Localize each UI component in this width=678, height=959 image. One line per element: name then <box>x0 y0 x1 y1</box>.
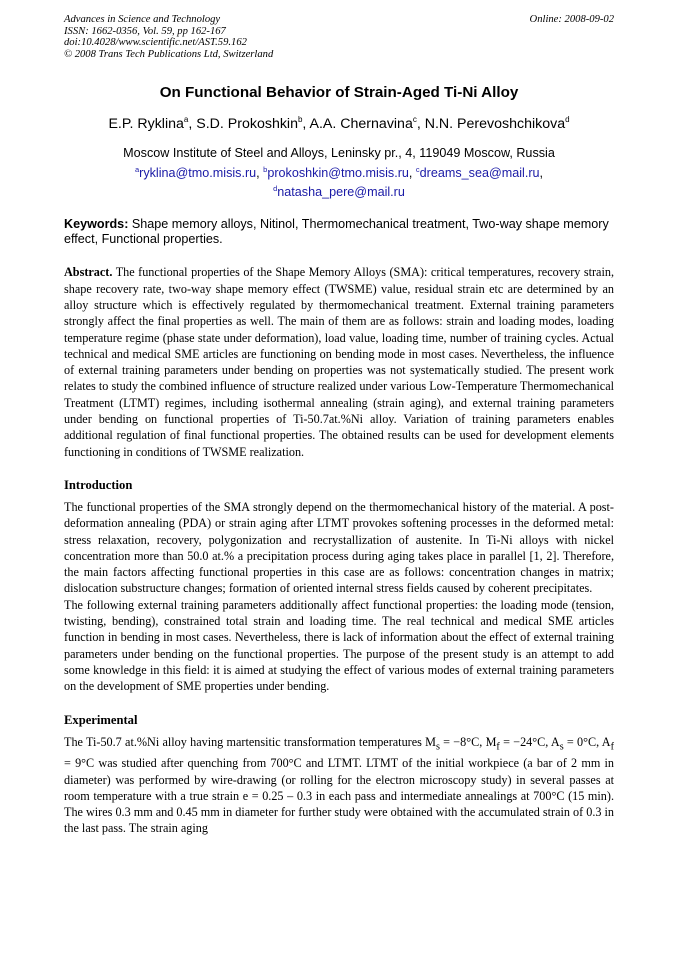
email-mark: b <box>263 164 268 174</box>
subscript: s <box>435 740 440 752</box>
abstract <box>64 264 614 460</box>
text-span: = −8°C, M <box>439 734 497 749</box>
email-mark: c <box>415 164 420 174</box>
paper-title: On Functional Behavior of Strain-Aged Ti-Ni Alloy <box>159 84 519 102</box>
paragraph: The following external training parameters additionally affect functional properties: the loading mode (tension, twisting, bending), constrained total strain and loading time. The real technical and medical SME articles function in bending in most cases. Nevertheless, there is lack of information about the effect of external training parameters under bending on the functional properties. The purpose of the present study is an attempt to add some knowledge in this field: it is aimed at studying the effect of various modes of external training parameters on the development of SME properties under bending. <box>64 597 614 694</box>
text-span: The Ti-50.7 at.%Ni alloy having martensitic transformation temperatures M <box>64 734 436 749</box>
author-name: N.N. Perevoshchikova <box>424 116 566 133</box>
keywords-text: Shape memory alloys, Nitinol, Thermomechanical treatment, Two-way shape memory effect, Functional properties. <box>64 216 609 247</box>
affiliation: Moscow Institute of Steel and Alloys, Leninsky pr., 4, 119049 Moscow, Russia <box>123 146 555 161</box>
author-name: S.D. Prokoshkin <box>196 116 298 133</box>
email-link[interactable]: prokoshkin@tmo.misis.ru <box>267 165 409 180</box>
text-span: = 0°C, A <box>563 734 611 749</box>
author-mark: c <box>412 115 417 125</box>
author-name: E.P. Ryklina <box>108 116 184 133</box>
online-date: Online: 2008-09-02 <box>529 14 614 25</box>
journal-info <box>64 14 324 60</box>
email-link[interactable]: dreams_sea@mail.ru <box>419 165 540 180</box>
journal-issn: ISSN: 1662-0356, Vol. 59, pp 162-167 <box>64 25 226 37</box>
author-name: A.A. Chernavina <box>309 116 413 133</box>
keywords-label: Keywords: <box>64 216 129 231</box>
journal-doi: doi:10.4028/www.scientific.net/AST.59.162 <box>64 37 247 49</box>
subscript: f <box>610 740 614 752</box>
experimental-heading: Experimental <box>64 712 138 727</box>
email-link[interactable]: ryklina@tmo.misis.ru <box>139 165 257 180</box>
journal-header <box>64 14 614 60</box>
author-mark: d <box>565 115 570 125</box>
email-list: $^a$ryklina@tmo.misis.ru, $^b$prokoshkin@tmo.misis.ru, $^c$dreams_sea@mail.ru, $^d$natasha_pere@mail.ru <box>134 164 544 199</box>
subscript: f <box>496 740 500 752</box>
author-list: E.P. Ryklina$^a$, S.D. Prokoshkin$^b$, A.A. Chernavina$^c$, N.N. Perevoshchikova$^d$ <box>108 115 570 133</box>
keywords <box>64 217 614 247</box>
email-link[interactable]: natasha_pere@mail.ru <box>277 184 405 199</box>
email-mark: a <box>134 164 140 174</box>
author-mark: b <box>297 115 303 125</box>
paragraph <box>64 734 614 837</box>
paragraph: The functional properties of the SMA strongly depend on the thermomechanical history of the material. A post-deformation annealing (PDA) or strain aging after LTMT provokes softening processes in the deformed metal: stress relaxation, recovery, polygonization and recrystallization of austenite. In Ti-Ni alloys with nickel concentration more than 50.0 at.% a precipitation process during aging takes place in parallel [1, 2]. Therefore, the main factors affecting functional properties in this case are as follows: concentration changes in matrix; dislocation substructure changes; formation of oriented internal stress fields caused by coherent precipitates. <box>64 499 614 596</box>
text-span: = −24°C, A <box>499 734 560 749</box>
author-mark: a <box>183 115 189 125</box>
subscript: s <box>559 740 564 752</box>
abstract-text: The functional properties of the Shape Memory Alloys (SMA): critical temperatures, recovery strain, shape recovery rate, two-way shape memory effect (TWSME) value, residual strain etc are determined by an alloy structure which is effectively regulated by thermomechanical treatment. External training parameters strongly affect the final properties as well. The main of them are as follows: strain and loading modes, loading temperature regime (phase state under deformation), load value, loading time, number of training cycles. Actual technical and medical SME articles are functioning on bending mode in most cases. Nevertheless, the influence of external training parameters under bending on properties was not systematically studied. The present work relates to study the combined influence of structure realized under various Low-Temperature Thermomechanical Treatment (LTMT) regimes, including isothermal annealing (strain aging), and external training parameters under bending on functional properties of Ti-50.7at.%Ni alloy. Variation of training parameters enables additional regulation of final functional properties. The obtained results can be used for development elements functioning in conditions of TWSME realization. <box>64 265 614 459</box>
journal-copyright: © 2008 Trans Tech Publications Ltd, Switzerland <box>64 48 274 60</box>
journal-name: Advances in Science and Technology <box>64 14 221 25</box>
introduction-heading: Introduction <box>64 477 133 492</box>
text-span: = 9°C was studied after quenching from 700°C and LTMT. LTMT of the initial workpiece (a bar of 2 mm in diameter) was performed by wire-drawing (or rolling for the electron microscopy study) in several passes at room temperature with a true strain e = 0.25 – 0.3 in each pass and intermediate annealings at 700°C (15 min). The wires 0.3 mm and 0.45 mm in diameter for further study were obtained with the accumulated strain of 0.3 in the last pass. The strain aging <box>64 756 614 836</box>
introduction-body <box>64 499 614 695</box>
experimental-body <box>64 734 614 837</box>
email-mark: d <box>273 183 278 193</box>
abstract-label: Abstract. <box>64 265 113 280</box>
